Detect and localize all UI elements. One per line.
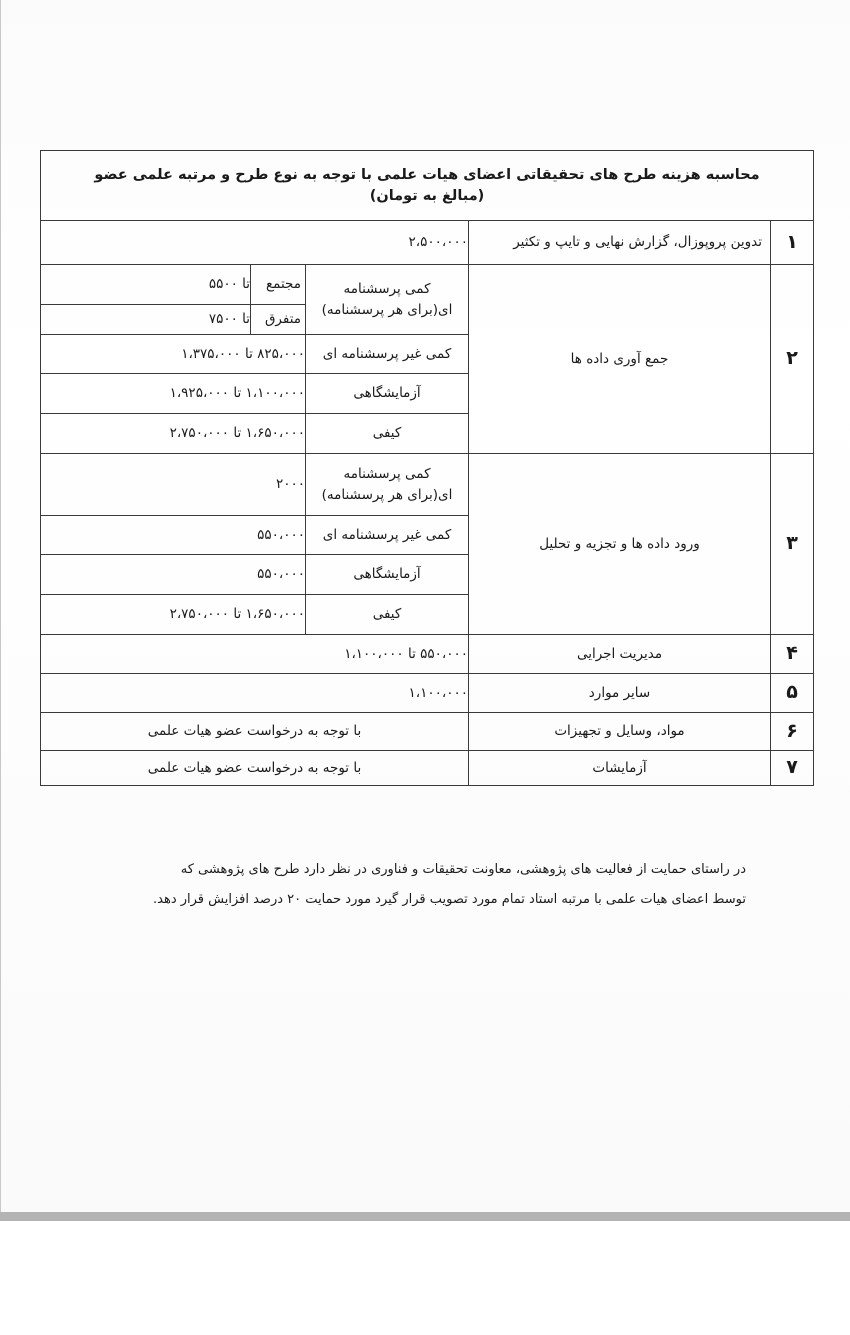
value-text: ۱،۱۰۰،۰۰۰ bbox=[408, 684, 468, 701]
value-text: ۲۰۰۰ bbox=[275, 476, 305, 493]
value-cell bbox=[40, 594, 306, 635]
value-text: ۵۵۰،۰۰۰ تا ۱،۱۰۰،۰۰۰ bbox=[344, 645, 468, 662]
value-text: ۱،۱۰۰،۰۰۰ تا ۱،۹۲۵،۰۰۰ bbox=[169, 385, 305, 402]
sub-label-cell: کمی پرسشنامه ای(برای هر پرسشنامه) bbox=[305, 264, 469, 335]
value-cell bbox=[40, 554, 306, 595]
value-cell bbox=[40, 515, 306, 555]
sub-label-cell: آزمایشگاهی bbox=[305, 373, 469, 414]
value-cell bbox=[40, 304, 251, 335]
table-title bbox=[40, 150, 814, 221]
note-line-2: توسط اعضای هیات علمی با مرتبه استاد تمام مورد تصویب قرار گیرد مورد حمایت ۲۰ درصد افزایش قرار دهد. bbox=[153, 892, 746, 907]
value-cell bbox=[40, 634, 469, 674]
row-number: ۲ bbox=[770, 264, 814, 454]
value-text: تا ۵۵۰۰ bbox=[208, 276, 250, 293]
activity-cell: سایر موارد bbox=[468, 673, 771, 713]
sub-label-cell: کمی غیر پرسشنامه ای bbox=[305, 334, 469, 374]
value-cell: با توجه به درخواست عضو هیات علمی bbox=[40, 712, 469, 751]
value-text: ۱،۶۵۰،۰۰۰ تا ۲،۷۵۰،۰۰۰ bbox=[169, 606, 305, 623]
part-label-cell: متفرق bbox=[250, 304, 306, 335]
value-cell bbox=[40, 264, 251, 305]
row-number: ۴ bbox=[770, 634, 814, 674]
value-text: ۸۲۵،۰۰۰ تا ۱،۳۷۵،۰۰۰ bbox=[181, 345, 305, 362]
row-number: ۵ bbox=[770, 673, 814, 713]
value-cell bbox=[40, 673, 469, 713]
row-number: ۳ bbox=[770, 453, 814, 635]
note-paragraph bbox=[96, 855, 746, 915]
value-text: تا ۷۵۰۰ bbox=[208, 311, 250, 328]
sub-label-cell: آزمایشگاهی bbox=[305, 554, 469, 595]
table-title-line2: (مبالغ به تومان) bbox=[369, 187, 485, 204]
value-cell: با توجه به درخواست عضو هیات علمی bbox=[40, 750, 469, 786]
value-cell bbox=[40, 453, 306, 516]
activity-cell: آزمایشات bbox=[468, 750, 771, 786]
value-cell bbox=[40, 373, 306, 414]
note-line-1: در راستای حمایت از فعالیت های پژوهشی، معاونت تحقیقات و فناوری در نظر دارد طرح های پژوهشی که bbox=[180, 862, 746, 877]
value-cell bbox=[40, 334, 306, 374]
activity-cell: مدیریت اجرایی bbox=[468, 634, 771, 674]
cost-table bbox=[40, 150, 814, 786]
value-text: ۲،۵۰۰،۰۰۰ bbox=[408, 234, 468, 251]
part-label-cell: مجتمع bbox=[250, 264, 306, 305]
value-cell bbox=[40, 220, 469, 265]
sub-label-cell: کیفی bbox=[305, 594, 469, 635]
activity-cell: جمع آوری داده ها bbox=[468, 264, 771, 454]
value-text: ۵۵۰،۰۰۰ bbox=[257, 526, 305, 543]
value-text: ۱،۶۵۰،۰۰۰ تا ۲،۷۵۰،۰۰۰ bbox=[169, 425, 305, 442]
activity-cell: مواد، وسایل و تجهیزات bbox=[468, 712, 771, 751]
sub-label-cell: کمی پرسشنامه ای(برای هر پرسشنامه) bbox=[305, 453, 469, 516]
row-number: ۱ bbox=[770, 220, 814, 265]
activity-cell: تدوین پروپوزال، گزارش نهایی و تایپ و تکثیر bbox=[468, 220, 771, 265]
table-title-line1: محاسبه هزینه طرح های تحقیقاتی اعضای هیات علمی با توجه به نوع طرح و مرتبه علمی عضو bbox=[94, 167, 760, 184]
sub-label-cell: کیفی bbox=[305, 413, 469, 454]
row-number: ۶ bbox=[770, 712, 814, 751]
activity-cell: ورود داده ها و تجزیه و تحلیل bbox=[468, 453, 771, 635]
sub-label-cell: کمی غیر پرسشنامه ای bbox=[305, 515, 469, 555]
page-edge-shadow bbox=[0, 1212, 850, 1221]
row-number: ۷ bbox=[770, 750, 814, 786]
value-text: ۵۵۰،۰۰۰ bbox=[257, 566, 305, 583]
value-cell bbox=[40, 413, 306, 454]
